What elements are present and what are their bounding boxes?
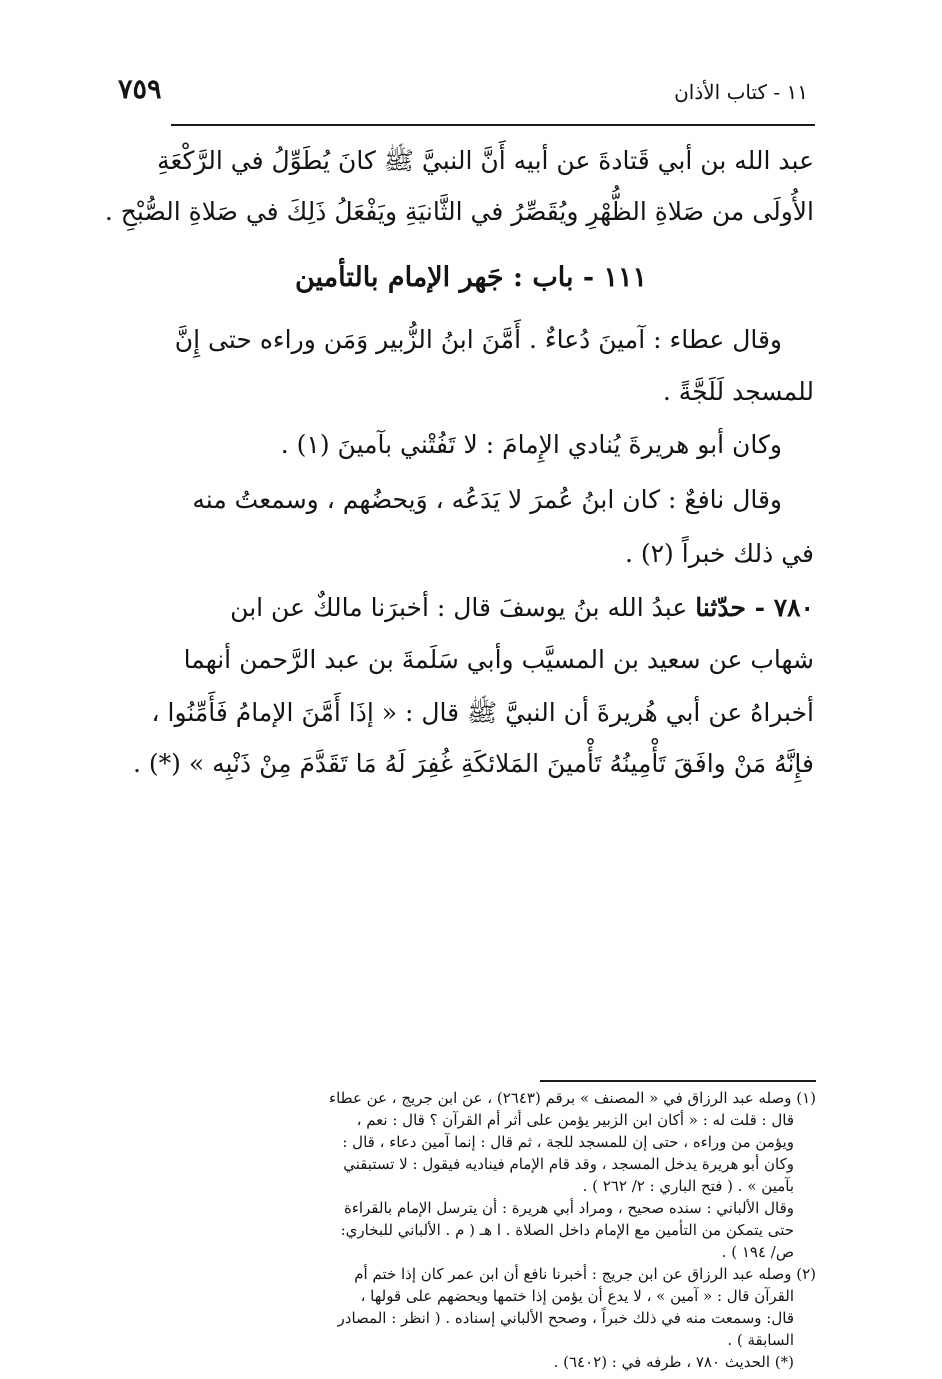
body-line: وكان أبو هريرةَ يُنادي الإِمامَ : لا تَفُتْني بآمينَ (١) . [280, 430, 782, 459]
footnote-line: قال : قلت له : « أكان ابن الزبير يؤمن على أثر أم القرآن ؟ قال : نعم ، [356, 1111, 794, 1129]
footnote-line: حتى يتمكن من التأمين مع الإمام داخل الصلاة . ا هـ ( م . الألباني للبخاري: [340, 1221, 794, 1239]
footnote-line: وكان أبو هريرة يدخل المسجد ، وقد قام الإمام فيناديه فيقول : لا تستبقني [343, 1155, 794, 1173]
footnote-line: وقال الألباني : سنده صحيح ، ومراد أبي هريرة : أن يترسل الإمام بالقراءة [343, 1199, 794, 1217]
page-number: ٧٥٩ [118, 74, 162, 105]
hadith-number: ٧٨٠ - حدّثنا [695, 593, 814, 622]
bab-heading: ١١١ - باب : جَهر الإمام بالتأمين [294, 262, 648, 293]
footnote-line: ويؤمن من وراءه ، حتى إن للمسجد للجة ، ثم قال : إنما آمين دعاء ، قال : [342, 1133, 794, 1151]
chapter-title: ١١ - كتاب الأذان [674, 80, 808, 104]
footnote-line: قال: وسمعت منه في ذلك خبراً ، وصحح الألباني إسناده . ( انظر : المصادر [337, 1309, 794, 1327]
hadith-780-line [230, 593, 814, 622]
body-line: وقال نافعٌ : كان ابنُ عُمرَ لا يَدَعُه ، وَيحضُهم ، وسمعتُ منه [192, 485, 782, 514]
footnote-divider [540, 1080, 816, 1082]
body-line: شهاب عن سعيد بن المسيَّب وأبي سَلَمةَ بن عبد الرَّحمن أنهما [183, 645, 814, 674]
footnote-line: بآمين » . ( فتح الباري : ٢/ ٢٦٢ ) . [582, 1177, 794, 1195]
body-line: وقال عطاء : آمينَ دُعاءٌ . أَمَّنَ ابنُ الزُّبير وَمَن وراءه حتى إِنَّ [174, 325, 782, 354]
body-line: عبد الله بن أبي قَتادةَ عن أبيه أَنَّ النبيَّ ﷺ كانَ يُطَوِّلُ في الرَّكْعَةِ [157, 146, 814, 175]
body-line: فإِنَّهُ مَنْ وافَقَ تَأْمِينُهُ تَأْمينَ المَلائكَةِ غُفِرَ لَهُ مَا تَقَدَّمَ مِنْ ذَنْبِه » (*) . [133, 749, 814, 778]
footnote-line: السابقة ) . [727, 1331, 794, 1349]
body-line: أخبراهُ عن أبي هُريرةَ أن النبيَّ ﷺ قال : « إذَا أَمَّنَ الإمامُ فَأَمِّنُوا ، [151, 698, 814, 727]
footnote-line: (٢) وصله عبد الرزاق عن ابن جريج : أخبرنا نافع أن ابن عمر كان إذا ختم أم [354, 1265, 816, 1283]
footnote-line: القرآن قال : « آمين » ، لا يدع أن يؤمن إذا ختمها ويحضهم على قولها ، [360, 1287, 794, 1305]
body-line: للمسجد لَلَجَّةً . [662, 377, 814, 406]
header-divider [171, 124, 815, 126]
body-line: في ذلك خبراً (٢) . [624, 539, 814, 568]
hadith-text: عبدُ الله بنُ يوسفَ قال : أخبرَنا مالكٌ عن ابن [230, 593, 688, 622]
body-line: الأُولَى من صَلاةِ الظُّهْرِ ويُقَصِّرُ في الثَّانيَةِ ويَفْعَلُ ذَلِكَ في صَلاةِ الصُّبْحِ . [104, 197, 814, 226]
running-header [118, 74, 808, 118]
footnote-line: (*) الحديث ٧٨٠ ، طرفه في : (٦٤٠٢) . [553, 1353, 794, 1371]
footnote-line: ص/ ١٩٤ ) . [721, 1243, 794, 1261]
footnote-line: (١) وصله عبد الرزاق في « المصنف » برقم (٢٦٤٣) ، عن ابن جريج ، عن عطاء [329, 1089, 816, 1107]
